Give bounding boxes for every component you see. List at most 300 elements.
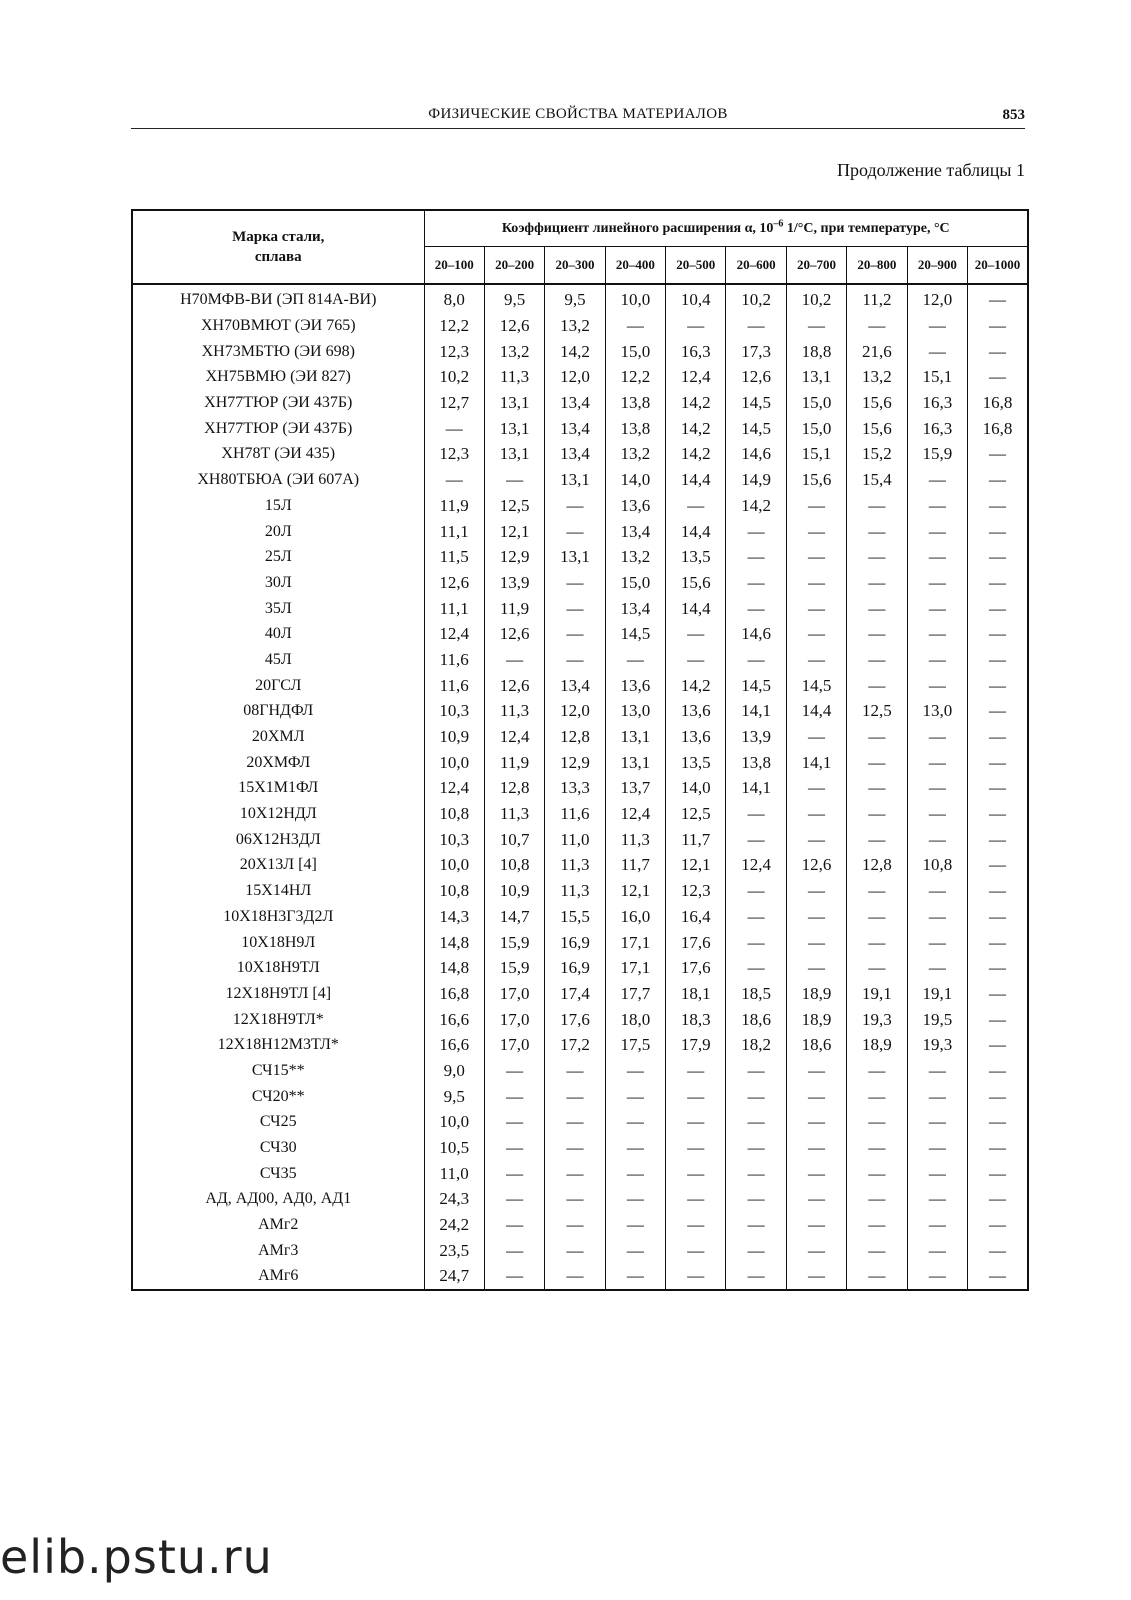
table-row — [132, 647, 1028, 673]
temperature-range-header: 20–600 — [726, 247, 786, 285]
value-cell: — — [847, 570, 907, 596]
value-cell: 14,2 — [666, 672, 726, 698]
value-cell: — — [968, 284, 1029, 313]
value-cell: — — [666, 1186, 726, 1212]
value-cell: 13,2 — [847, 364, 907, 390]
value-cell: — — [545, 595, 605, 621]
value-cell: 13,4 — [545, 441, 605, 467]
table-row — [132, 415, 1028, 441]
grade-header-line1: Марка стали, — [232, 229, 325, 245]
value-cell: — — [545, 1135, 605, 1161]
value-cell: — — [726, 878, 786, 904]
value-cell: — — [605, 1263, 665, 1290]
table-row — [132, 1212, 1028, 1238]
value-cell: 12,9 — [545, 749, 605, 775]
value-cell: — — [666, 1237, 726, 1263]
value-cell: 19,5 — [907, 1006, 967, 1032]
value-cell: — — [847, 1083, 907, 1109]
value-cell: — — [786, 621, 846, 647]
value-cell: 13,3 — [545, 775, 605, 801]
value-cell: 13,0 — [907, 698, 967, 724]
value-cell: — — [545, 1212, 605, 1238]
value-cell: — — [968, 313, 1029, 339]
value-cell: 11,6 — [545, 801, 605, 827]
value-cell: — — [666, 1083, 726, 1109]
value-cell: — — [907, 493, 967, 519]
value-cell: — — [847, 826, 907, 852]
value-cell: 16,6 — [424, 1006, 484, 1032]
grade-cell: ХН70ВМЮТ (ЭИ 765) — [132, 313, 424, 339]
grade-cell: АМг3 — [132, 1237, 424, 1263]
grade-cell: 40Л — [132, 621, 424, 647]
grade-column-header — [132, 210, 424, 284]
value-cell: — — [907, 1186, 967, 1212]
value-cell: 13,4 — [545, 390, 605, 416]
value-cell: 16,8 — [968, 415, 1029, 441]
value-cell: 13,1 — [605, 749, 665, 775]
value-cell: — — [726, 1237, 786, 1263]
grade-cell: СЧ25 — [132, 1109, 424, 1135]
grade-cell: СЧ15** — [132, 1058, 424, 1084]
value-cell: 18,9 — [786, 1006, 846, 1032]
table-row — [132, 929, 1028, 955]
value-cell: — — [847, 775, 907, 801]
value-cell: 18,2 — [726, 1032, 786, 1058]
value-cell: — — [968, 826, 1029, 852]
value-cell: 14,5 — [726, 415, 786, 441]
value-cell: — — [666, 313, 726, 339]
value-cell: — — [968, 441, 1029, 467]
value-cell: — — [726, 1135, 786, 1161]
value-cell: 14,0 — [605, 467, 665, 493]
value-cell: 12,3 — [424, 441, 484, 467]
value-cell: 16,3 — [666, 338, 726, 364]
value-cell: 11,2 — [847, 284, 907, 313]
value-cell: — — [907, 518, 967, 544]
value-cell: — — [484, 1212, 544, 1238]
value-cell: 17,6 — [666, 955, 726, 981]
value-cell: — — [968, 1263, 1029, 1290]
value-cell: 12,7 — [424, 390, 484, 416]
grade-cell: 15Х14НЛ — [132, 878, 424, 904]
value-cell: — — [968, 749, 1029, 775]
value-cell: 10,2 — [726, 284, 786, 313]
value-cell: 13,4 — [545, 415, 605, 441]
value-cell: 12,5 — [484, 493, 544, 519]
value-cell: 15,6 — [847, 415, 907, 441]
value-cell: — — [726, 1263, 786, 1290]
value-cell: — — [786, 1083, 846, 1109]
value-cell: 12,8 — [545, 724, 605, 750]
value-cell: — — [726, 1083, 786, 1109]
value-cell: — — [786, 955, 846, 981]
value-cell: 17,4 — [545, 981, 605, 1007]
value-cell: 15,9 — [484, 929, 544, 955]
value-cell: 11,7 — [605, 852, 665, 878]
value-cell: 12,4 — [424, 621, 484, 647]
value-cell: 13,1 — [545, 467, 605, 493]
value-cell: 21,6 — [847, 338, 907, 364]
value-cell: — — [726, 826, 786, 852]
value-cell: — — [605, 647, 665, 673]
value-cell: — — [786, 518, 846, 544]
value-cell: — — [847, 1212, 907, 1238]
value-cell: — — [968, 595, 1029, 621]
value-cell: — — [424, 467, 484, 493]
value-cell: 12,4 — [424, 775, 484, 801]
value-cell: 12,5 — [666, 801, 726, 827]
value-cell: 9,5 — [484, 284, 544, 313]
value-cell: 24,7 — [424, 1263, 484, 1290]
value-cell: 8,0 — [424, 284, 484, 313]
value-cell: — — [907, 749, 967, 775]
value-cell: — — [968, 1083, 1029, 1109]
value-cell: — — [847, 518, 907, 544]
value-cell: — — [605, 1237, 665, 1263]
value-cell: — — [786, 929, 846, 955]
value-cell: 12,6 — [484, 672, 544, 698]
value-cell: — — [786, 1109, 846, 1135]
value-cell: — — [968, 493, 1029, 519]
value-cell: — — [847, 1160, 907, 1186]
value-cell: 10,0 — [605, 284, 665, 313]
table-row — [132, 775, 1028, 801]
value-cell: 19,1 — [847, 981, 907, 1007]
value-cell: — — [666, 621, 726, 647]
value-cell: — — [968, 1006, 1029, 1032]
value-cell: 14,6 — [726, 441, 786, 467]
value-cell: 15,2 — [847, 441, 907, 467]
value-cell: 14,0 — [666, 775, 726, 801]
value-cell: 24,2 — [424, 1212, 484, 1238]
value-cell: — — [726, 904, 786, 930]
value-cell: — — [847, 1109, 907, 1135]
watermark: elib.pstu.ru — [0, 1530, 273, 1584]
grade-cell: 10Х18Н9Л — [132, 929, 424, 955]
value-cell: 16,0 — [605, 904, 665, 930]
grade-cell: СЧ30 — [132, 1135, 424, 1161]
value-cell: 12,1 — [666, 852, 726, 878]
value-cell: — — [847, 493, 907, 519]
value-cell: 13,1 — [545, 544, 605, 570]
value-cell: 14,4 — [666, 518, 726, 544]
value-cell: — — [545, 1083, 605, 1109]
value-cell: 14,1 — [726, 698, 786, 724]
value-cell: 13,9 — [484, 570, 544, 596]
grade-cell: ХН80ТБЮА (ЭИ 607А) — [132, 467, 424, 493]
temperature-range-header: 20–300 — [545, 247, 605, 285]
grade-cell: ХН78Т (ЭИ 435) — [132, 441, 424, 467]
value-cell: — — [545, 493, 605, 519]
value-cell: 12,0 — [545, 364, 605, 390]
value-cell: 11,3 — [484, 698, 544, 724]
value-cell: — — [968, 570, 1029, 596]
table-row — [132, 1160, 1028, 1186]
value-cell: 10,0 — [424, 852, 484, 878]
value-cell: 18,0 — [605, 1006, 665, 1032]
value-cell: 10,9 — [484, 878, 544, 904]
value-cell: — — [968, 1212, 1029, 1238]
value-cell: 12,2 — [424, 313, 484, 339]
value-cell: — — [847, 904, 907, 930]
table-row — [132, 390, 1028, 416]
value-cell: 11,6 — [424, 647, 484, 673]
value-cell: — — [907, 904, 967, 930]
table-row — [132, 955, 1028, 981]
grade-cell: 12Х18Н9ТЛ* — [132, 1006, 424, 1032]
value-cell: — — [786, 1186, 846, 1212]
value-cell: 13,1 — [484, 415, 544, 441]
value-cell: 24,3 — [424, 1186, 484, 1212]
value-cell: — — [968, 878, 1029, 904]
grade-header-line2: сплава — [254, 249, 302, 265]
value-cell: — — [666, 1058, 726, 1084]
value-cell: 13,8 — [605, 390, 665, 416]
value-cell: — — [484, 467, 544, 493]
value-cell: — — [786, 1160, 846, 1186]
grade-cell: АМг6 — [132, 1263, 424, 1290]
value-cell: — — [907, 672, 967, 698]
temperature-range-header: 20–1000 — [968, 247, 1029, 285]
value-cell: 14,6 — [726, 621, 786, 647]
table-row — [132, 1135, 1028, 1161]
table-row — [132, 1006, 1028, 1032]
value-cell: — — [484, 1237, 544, 1263]
value-cell: 23,5 — [424, 1237, 484, 1263]
value-cell: 16,8 — [424, 981, 484, 1007]
value-cell: — — [968, 724, 1029, 750]
value-cell: — — [484, 1083, 544, 1109]
value-cell: 17,0 — [484, 1032, 544, 1058]
value-cell: 12,2 — [605, 364, 665, 390]
value-cell: 13,9 — [726, 724, 786, 750]
value-cell: 12,0 — [907, 284, 967, 313]
value-cell: 15,0 — [605, 570, 665, 596]
value-cell: — — [907, 338, 967, 364]
value-cell: — — [545, 1109, 605, 1135]
value-cell: — — [968, 647, 1029, 673]
grade-cell: ХН77ТЮР (ЭИ 437Б) — [132, 390, 424, 416]
coef-header-prefix: Коэффициент линейного расширения α, 10 — [501, 220, 774, 236]
value-cell: 16,3 — [907, 390, 967, 416]
table-row — [132, 1237, 1028, 1263]
value-cell: — — [968, 904, 1029, 930]
value-cell: — — [726, 595, 786, 621]
grade-cell: АД, АД00, АД0, АД1 — [132, 1186, 424, 1212]
table-row — [132, 801, 1028, 827]
value-cell: — — [484, 1135, 544, 1161]
value-cell: — — [968, 364, 1029, 390]
value-cell: — — [726, 570, 786, 596]
value-cell: 12,1 — [605, 878, 665, 904]
table-row — [132, 724, 1028, 750]
value-cell: 15,9 — [484, 955, 544, 981]
grade-cell: Н70МФВ-ВИ (ЭП 814А-ВИ) — [132, 284, 424, 313]
table-continuation-label: Продолжение таблицы 1 — [837, 160, 1025, 180]
value-cell: 11,7 — [666, 826, 726, 852]
value-cell: — — [968, 621, 1029, 647]
value-cell: — — [726, 647, 786, 673]
grade-cell: 10Х18Н9ТЛ — [132, 955, 424, 981]
temperature-range-header: 20–100 — [424, 247, 484, 285]
value-cell: — — [847, 749, 907, 775]
value-cell: — — [545, 647, 605, 673]
value-cell: 12,5 — [847, 698, 907, 724]
temperature-range-header: 20–900 — [907, 247, 967, 285]
value-cell: — — [847, 647, 907, 673]
value-cell: — — [605, 1058, 665, 1084]
value-cell: — — [907, 1263, 967, 1290]
value-cell: 14,5 — [726, 390, 786, 416]
value-cell: — — [968, 852, 1029, 878]
value-cell: — — [726, 544, 786, 570]
value-cell: 11,3 — [545, 878, 605, 904]
value-cell: — — [907, 1083, 967, 1109]
value-cell: 16,9 — [545, 955, 605, 981]
value-cell: 12,6 — [484, 621, 544, 647]
value-cell: — — [847, 801, 907, 827]
temperature-range-header: 20–800 — [847, 247, 907, 285]
value-cell: — — [726, 1186, 786, 1212]
value-cell: — — [907, 929, 967, 955]
value-cell: — — [484, 1263, 544, 1290]
value-cell: 18,9 — [847, 1032, 907, 1058]
value-cell: 14,2 — [545, 338, 605, 364]
value-cell: — — [968, 801, 1029, 827]
grade-cell: 12Х18Н12М3ТЛ* — [132, 1032, 424, 1058]
temperature-range-header: 20–400 — [605, 247, 665, 285]
value-cell: 11,3 — [484, 801, 544, 827]
value-cell: 15,9 — [907, 441, 967, 467]
value-cell: — — [907, 955, 967, 981]
value-cell: — — [968, 518, 1029, 544]
table-body — [132, 284, 1028, 1290]
value-cell: — — [847, 724, 907, 750]
value-cell: — — [907, 1160, 967, 1186]
value-cell: — — [847, 878, 907, 904]
coefficient-group-header — [424, 210, 1028, 247]
value-cell: 13,6 — [666, 724, 726, 750]
value-cell: 18,3 — [666, 1006, 726, 1032]
value-cell: 13,4 — [545, 672, 605, 698]
value-cell: 10,8 — [484, 852, 544, 878]
value-cell: 13,1 — [605, 724, 665, 750]
value-cell: 11,0 — [545, 826, 605, 852]
value-cell: — — [907, 570, 967, 596]
value-cell: 13,7 — [605, 775, 665, 801]
value-cell: 13,6 — [666, 698, 726, 724]
value-cell: 14,2 — [666, 441, 726, 467]
table-row — [132, 364, 1028, 390]
value-cell: 13,1 — [484, 390, 544, 416]
value-cell: — — [786, 775, 846, 801]
running-header — [131, 106, 1025, 129]
value-cell: 15,6 — [786, 467, 846, 493]
grade-cell: 20Х13Л [4] — [132, 852, 424, 878]
value-cell: — — [786, 724, 846, 750]
value-cell: — — [786, 313, 846, 339]
value-cell: 13,2 — [605, 544, 665, 570]
value-cell: 10,0 — [424, 1109, 484, 1135]
table-row — [132, 441, 1028, 467]
value-cell: 10,3 — [424, 698, 484, 724]
value-cell: — — [605, 1109, 665, 1135]
value-cell: — — [907, 1212, 967, 1238]
value-cell: — — [786, 647, 846, 673]
value-cell: 14,4 — [786, 698, 846, 724]
value-cell: 12,9 — [484, 544, 544, 570]
grade-cell: 10Х12НДЛ — [132, 801, 424, 827]
value-cell: — — [786, 493, 846, 519]
value-cell: — — [605, 1135, 665, 1161]
value-cell: 10,8 — [424, 878, 484, 904]
value-cell: — — [726, 1109, 786, 1135]
table-row — [132, 1109, 1028, 1135]
value-cell: 12,1 — [484, 518, 544, 544]
value-cell: — — [484, 1058, 544, 1084]
value-cell: — — [847, 595, 907, 621]
value-cell: — — [786, 595, 846, 621]
value-cell: 17,0 — [484, 1006, 544, 1032]
value-cell: — — [666, 1160, 726, 1186]
value-cell: — — [545, 1237, 605, 1263]
value-cell: 14,9 — [726, 467, 786, 493]
value-cell: 11,1 — [424, 518, 484, 544]
value-cell: — — [847, 1058, 907, 1084]
value-cell: — — [968, 981, 1029, 1007]
grade-cell: 20Л — [132, 518, 424, 544]
value-cell: 12,3 — [424, 338, 484, 364]
value-cell: 18,9 — [786, 981, 846, 1007]
value-cell: 15,0 — [786, 390, 846, 416]
value-cell: 12,6 — [484, 313, 544, 339]
value-cell: 11,3 — [545, 852, 605, 878]
table-row — [132, 1263, 1028, 1290]
value-cell: — — [484, 1186, 544, 1212]
value-cell: 16,8 — [968, 390, 1029, 416]
table-row — [132, 621, 1028, 647]
value-cell: — — [786, 826, 846, 852]
table-row — [132, 518, 1028, 544]
value-cell: 13,4 — [605, 595, 665, 621]
value-cell: 17,0 — [484, 981, 544, 1007]
value-cell: 18,6 — [786, 1032, 846, 1058]
table-row — [132, 1032, 1028, 1058]
grade-cell: 30Л — [132, 570, 424, 596]
value-cell: — — [545, 1263, 605, 1290]
value-cell: 17,6 — [545, 1006, 605, 1032]
value-cell: — — [545, 1160, 605, 1186]
value-cell: 12,4 — [666, 364, 726, 390]
value-cell: 10,2 — [786, 284, 846, 313]
value-cell: — — [968, 467, 1029, 493]
value-cell: 16,6 — [424, 1032, 484, 1058]
value-cell: 14,2 — [726, 493, 786, 519]
table-row — [132, 313, 1028, 339]
table-row — [132, 338, 1028, 364]
value-cell: 14,5 — [726, 672, 786, 698]
value-cell: 16,4 — [666, 904, 726, 930]
grade-cell: 12Х18Н9ТЛ [4] — [132, 981, 424, 1007]
value-cell: 17,6 — [666, 929, 726, 955]
value-cell: 13,1 — [484, 441, 544, 467]
value-cell: — — [605, 1160, 665, 1186]
value-cell: — — [847, 955, 907, 981]
value-cell: — — [545, 518, 605, 544]
value-cell: 15,0 — [786, 415, 846, 441]
value-cell: — — [666, 1212, 726, 1238]
value-cell: — — [726, 1160, 786, 1186]
